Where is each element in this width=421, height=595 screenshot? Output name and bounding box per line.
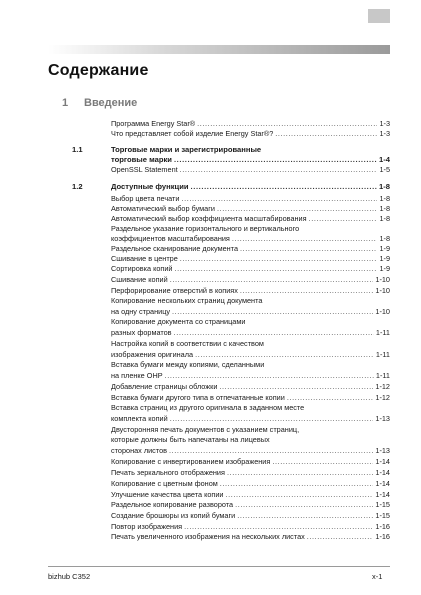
toc-entry-title: Раздельное сканирование документа: [111, 244, 238, 253]
toc-entry-page: 1-9: [379, 264, 390, 273]
toc-entry-title: Настройка копий в соответствии с качеством: [111, 339, 264, 348]
toc-leader-dots: [272, 456, 373, 467]
toc-entry-title: Автоматический выбор коэффициента масштабирования: [111, 214, 307, 223]
toc-entry-title: Копирование нескольких страниц документа: [111, 296, 263, 305]
toc-entry-page: 1-13: [375, 446, 390, 455]
footer-divider: [48, 566, 390, 567]
toc-entry-page: 1-10: [375, 307, 390, 316]
toc-entry-title: Печать зеркального отображения: [111, 468, 225, 477]
header-gradient-band: [48, 45, 390, 54]
toc-entry-page: 1-14: [375, 457, 390, 466]
chapter-title: Введение: [84, 97, 138, 109]
toc-entry-page: 1-9: [379, 244, 390, 253]
toc-entry[interactable]: [111, 274, 390, 285]
toc-entry-title: Вставка страниц из другого оригинала в заданном месте: [111, 403, 305, 412]
toc-entry-title: Выбор цвета печати: [111, 194, 180, 203]
toc-entry-page: 1-10: [375, 275, 390, 284]
toc-entry-page: 1-16: [375, 532, 390, 541]
toc-entry-page: 1-9: [379, 254, 390, 263]
toc-entry-title: Вставка бумаги другого типа в отпечатанные копии: [111, 393, 285, 402]
toc-entry-page: 1-8: [379, 194, 390, 203]
toc-entry-page: 1-15: [375, 500, 390, 509]
toc-entry-title: которые должны быть напечатаны на лицевых: [111, 435, 270, 444]
toc-entry-title: Сортировка копий: [111, 264, 173, 273]
toc-entry-title: Печать увеличенного изображения на нескольких листах: [111, 532, 305, 541]
toc-entry[interactable]: [111, 381, 390, 392]
toc-entry-page: 1-14: [375, 479, 390, 488]
toc-entry-page: 1-4: [379, 155, 390, 164]
toc-entry-title: Вставка бумаги между копиями, сделанными: [111, 360, 265, 369]
toc-entry-page: 1-3: [379, 119, 390, 128]
toc-entry-page: 1-11: [375, 371, 390, 380]
toc-entry[interactable]: [111, 478, 390, 489]
toc-entry-page: 1-3: [379, 129, 390, 138]
toc-entry[interactable]: [111, 295, 390, 306]
toc-leader-dots: [275, 128, 377, 139]
toc-leader-dots: [191, 181, 377, 192]
toc-entry-page: 1-16: [375, 522, 390, 531]
toc-entry-title: Сшивание копий: [111, 275, 168, 284]
toc-entry-title: Сшивание в центре: [111, 254, 178, 263]
toc-entry-title: на одну страницу: [111, 307, 171, 316]
toc-leader-dots: [169, 445, 373, 456]
toc-entry[interactable]: [111, 402, 390, 413]
toc-leader-dots: [237, 510, 373, 521]
toc-entry-title: разных форматов: [111, 328, 172, 337]
toc-entry-title: Создание брошюры из копий бумаги: [111, 511, 236, 520]
toc-entry-title: изображения оригинала: [111, 350, 194, 359]
toc-entry-title: Программа Energy Star®: [111, 119, 196, 128]
toc-entry-title: Копирование с цветным фоном: [111, 479, 218, 488]
toc-entry-page: 1-8: [379, 182, 390, 191]
toc-leader-dots: [170, 274, 374, 285]
toc-leader-dots: [307, 531, 374, 542]
toc-entry-page: 1-8: [379, 234, 390, 243]
toc-entry[interactable]: [111, 338, 390, 349]
toc-leader-dots: [175, 263, 378, 274]
toc-entry-title: Перфорирование отверстий в копиях: [111, 286, 238, 295]
toc-entry[interactable]: [111, 413, 390, 424]
toc-entry-title: коэффициентов масштабирования: [111, 234, 230, 243]
toc-leader-dots: [180, 164, 378, 175]
toc-entry-page: 1-12: [375, 393, 390, 402]
toc-entry-page: 1-14: [375, 468, 390, 477]
toc-entry-title: Двусторонняя печать документов с указанием страниц,: [111, 425, 300, 434]
toc-entry-page: 1-11: [375, 328, 390, 337]
footer-model: bizhub C352: [48, 572, 91, 581]
toc-entry-page: 1-5: [379, 165, 390, 174]
toc-entry-page: 1-15: [375, 511, 390, 520]
toc-entry-page: 1-8: [379, 204, 390, 213]
toc-entry-title: Доступные функции: [111, 182, 189, 191]
toc-leader-dots: [219, 381, 373, 392]
footer-page-number: x-1: [372, 572, 383, 581]
toc-entry[interactable]: [111, 370, 390, 381]
toc-entry-title: комплекта копий: [111, 414, 168, 423]
toc-entry[interactable]: [111, 181, 390, 192]
toc-leader-dots: [170, 413, 374, 424]
toc-entry-title: OpenSSL Statement: [111, 165, 178, 174]
toc-section-number: 1.1: [72, 145, 83, 154]
toc-entry-title: Копирование документа со страницами: [111, 317, 246, 326]
toc-entry-title: Автоматический выбор бумаги: [111, 204, 215, 213]
toc-entry[interactable]: [111, 467, 390, 478]
toc-entry-page: 1-10: [375, 286, 390, 295]
toc-leader-dots: [227, 467, 373, 478]
corner-tab: [368, 9, 390, 23]
toc-section-number: 1.2: [72, 182, 83, 191]
toc-entry[interactable]: [111, 263, 390, 274]
toc-entry-title: Торговые марки и зарегистрированные: [111, 145, 262, 154]
toc-entry-title: на пленке OHP: [111, 371, 163, 380]
toc-leader-dots: [235, 499, 373, 510]
toc-entry-title: торговые марки: [111, 155, 172, 164]
toc-entry-page: 1-14: [375, 490, 390, 499]
toc-entry-title: Копирование с инвертированием изображения: [111, 457, 271, 466]
toc-entry[interactable]: [111, 434, 390, 445]
toc-entry-title: Улучшение качества цвета копии: [111, 490, 224, 499]
toc-leader-dots: [174, 327, 374, 338]
toc-entry[interactable]: [111, 327, 390, 338]
toc-entry[interactable]: [111, 456, 390, 467]
page-title: Содержание: [48, 62, 149, 79]
toc-entry[interactable]: [111, 164, 390, 175]
toc-entry[interactable]: [111, 510, 390, 521]
toc-entry-title: Повтор изображения: [111, 522, 183, 531]
toc-entry-title: Раздельное копирование разворота: [111, 500, 234, 509]
toc-leader-dots: [165, 370, 374, 381]
toc-entry[interactable]: [111, 531, 390, 542]
toc-entry[interactable]: [111, 359, 390, 370]
toc-entry-title: Что представляет собой изделие Energy Star®?: [111, 129, 274, 138]
toc-entry[interactable]: [111, 316, 390, 327]
toc-entry[interactable]: [111, 445, 390, 456]
toc-entry[interactable]: [111, 499, 390, 510]
toc-entry-page: 1-13: [375, 414, 390, 423]
toc-entry-title: Добавление страницы обложки: [111, 382, 218, 391]
toc-entry-page: 1-12: [375, 382, 390, 391]
toc-entry[interactable]: [111, 128, 390, 139]
chapter-number: 1: [62, 97, 69, 109]
toc-entry-page: 1-8: [379, 214, 390, 223]
toc-leader-dots: [220, 478, 374, 489]
toc-entry-page: 1-11: [375, 350, 390, 359]
toc-entry-title: сторонах листов: [111, 446, 168, 455]
toc-entry-title: Раздельное указание горизонтального и вертикального: [111, 224, 300, 233]
